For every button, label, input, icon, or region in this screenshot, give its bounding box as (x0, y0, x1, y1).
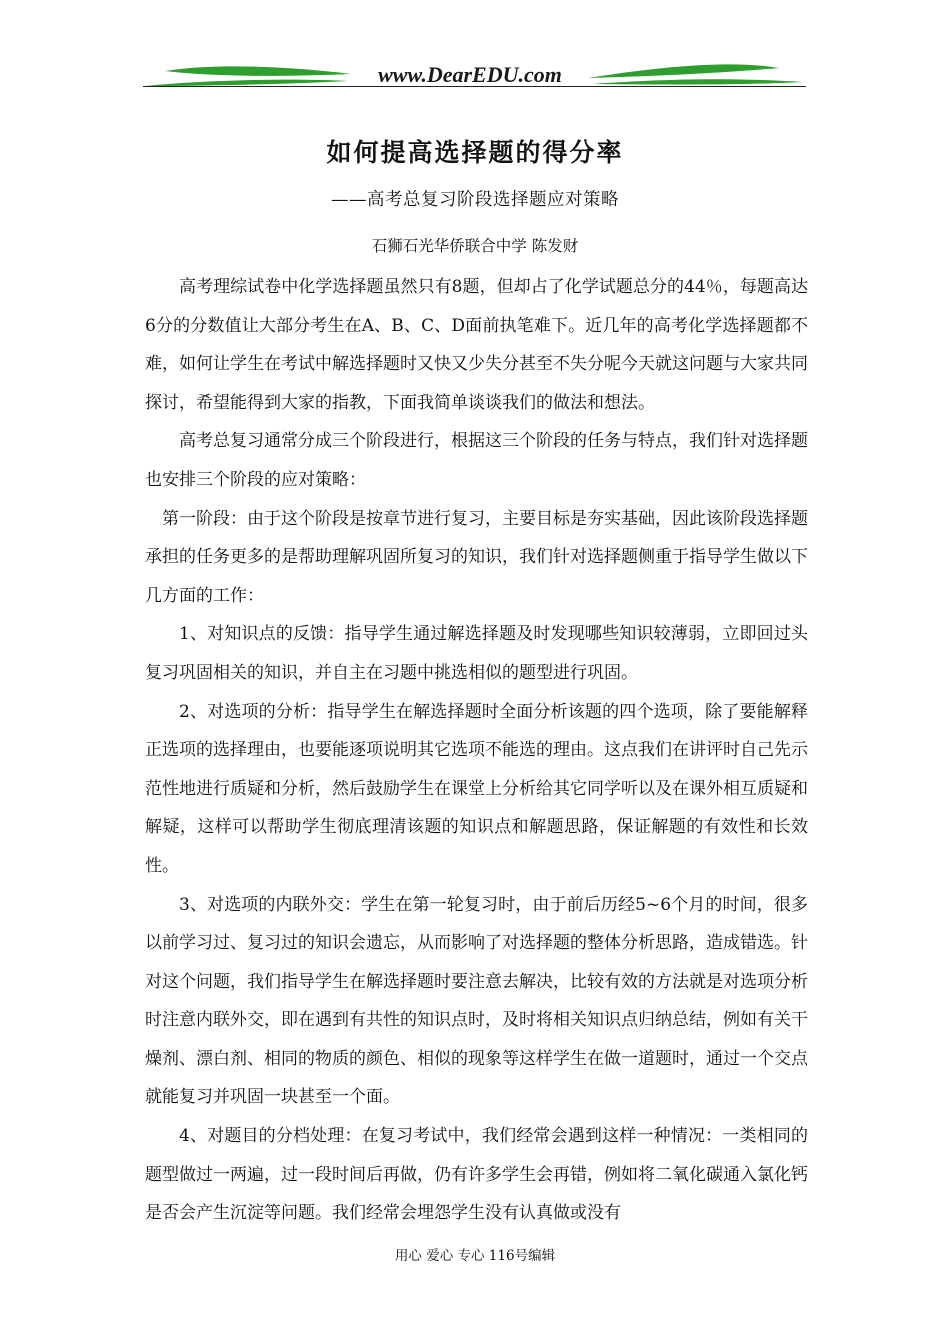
paragraph-item-4: 4、对题目的分档处理：在复习考试中，我们经常会遇到这样一种情况：一类相同的题型做过一两遍，过一段时间后再做，仍有许多学生会再错，例如将二氧化碳通入氯化钙是否会产生沉淀等问题。我们经常会埋怨学生没有认真做或没有 (145, 1126, 808, 1224)
logo-text: www.DearEDU.com (378, 62, 562, 87)
paragraph-stage-one: 第一阶段：由于这个阶段是按章节进行复习，主要目标是夯实基础，因此该阶段选择题承担的任务更多的是帮助理解巩固所复习的知识，我们针对选择题侧重于指导学生做以下几方面的工作： (145, 508, 808, 606)
left-swoosh (165, 66, 351, 75)
paragraph-item-3: 3、对选项的内联外交：学生在第一轮复习时，由于前后历经5~6个月的时间，很多以前学习过、复习过的知识会遗忘，从而影响了对选择题的整体分析思路，造成错选。针对这个问题，我们指导学生在解选择题时要注意去解决，比较有效的方法就是对选项分析时注意内联外交，即在遇到有共性的知识点时，及时将相关知识点归纳总结，例如有关干燥剂、漂白剂、相同的物质的颜色、相似的现象等这样学生在做一道题时，通过一个交点就能复习并巩固一块甚至一个面。 (145, 894, 808, 1108)
paragraph-item-1: 1、对知识点的反馈：指导学生通过解选择题及时发现哪些知识较薄弱，立即回过头复习巩固相关的知识，并自主在习题中挑选相似的题型进行巩固。 (145, 624, 808, 683)
paragraph-intro: 高考理综试卷中化学选择题虽然只有8题，但却占了化学试题总分的44％，每题高达6分的分数值让大部分考生在A、B、C、D面前执笔难下。近几年的高考化学选择题都不难，如何让学生在考试中解选择题时又快又少失分甚至不失分呢今天就这问题与大家共同探讨，希望能得到大家的指教，下面我简单谈谈我们的做法和想法。 (145, 277, 808, 413)
right-swoosh (588, 64, 779, 78)
document-author: 石狮石光华侨联合中学 陈发财 (371, 237, 579, 255)
header-divider (143, 86, 806, 87)
document-body (145, 268, 808, 1233)
document-subtitle: ——高考总复习阶段选择题应对策略 (331, 190, 619, 210)
document-title: 如何提高选择题的得分率 (326, 138, 624, 167)
paragraph-item-2: 2、对选项的分析：指导学生在解选择题时全面分析该题的四个选项，除了要能解释正选项的选择理由，也要能逐项说明其它选项不能选的理由。这点我们在讲评时自己先示范性地进行质疑和分析，然后鼓励学生在课堂上分析给其它同学听以及在课外相互质疑和解疑，这样可以帮助学生彻底理清该题的知识点和解题思路，保证解题的有效性和长效性。 (145, 701, 808, 876)
right-swoosh-tail (593, 79, 803, 84)
page-footer: 用心 爱心 专心 116号编辑 (394, 1248, 556, 1264)
paragraph-stages: 高考总复习通常分成三个阶段进行，根据这三个阶段的任务与特点，我们针对选择题也安排三个阶段的应对策略： (145, 431, 808, 490)
